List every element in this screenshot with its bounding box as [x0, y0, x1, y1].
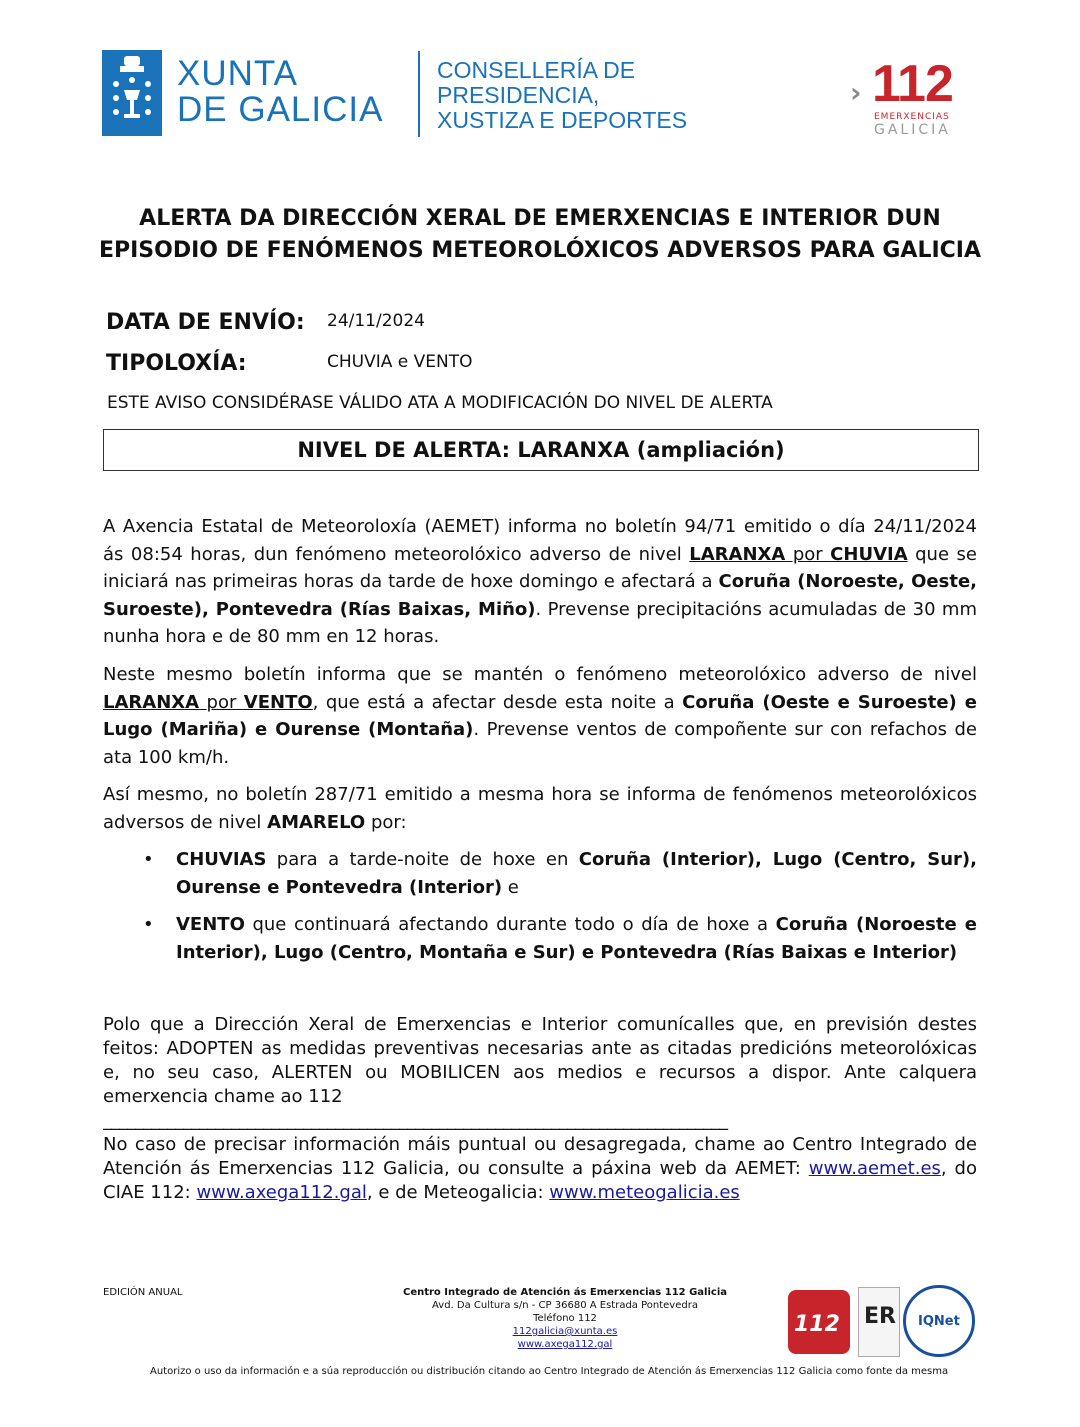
p2-por: por — [199, 691, 244, 713]
separator-rule: ______________________________________________________________________________ — [103, 1110, 727, 1131]
p1-por: por — [785, 543, 831, 565]
conselleria-line1: CONSELLERÍA DE — [437, 57, 636, 83]
footer-email-link[interactable]: 112galicia@xunta.es — [512, 1326, 618, 1337]
b2-phenomenon: VENTO — [176, 914, 245, 935]
b2-text: que continuará afectando durante todo o día de hoxe a — [244, 914, 776, 935]
title-line1: ALERTA DA DIRECCIÓN XERAL DE EMERXENCIAS E INTERIOR DUN — [139, 206, 941, 231]
xunta-wordmark — [177, 56, 383, 128]
contact-c: , e de Meteogalicia: — [366, 1182, 550, 1203]
aemet-link[interactable]: www.aemet.es — [808, 1158, 941, 1179]
xunta-line1: XUNTA — [177, 54, 299, 93]
footer-phone: Teléfono 112 — [533, 1313, 597, 1324]
p2-phenomenon: VENTO — [243, 691, 313, 713]
footer-web-link[interactable]: www.axega112.gal — [517, 1339, 613, 1350]
date-label: DATA DE ENVÍO: — [106, 310, 305, 335]
p1-g: . Prevense precipitacións acumuladas de 30 mm nunha hora e de 80 mm en 12 horas. — [103, 598, 977, 647]
bullet-icon: • — [143, 914, 154, 935]
title-line2: EPISODIO DE FENÓMENOS METEOROLÓXICOS ADVERSOS PARA GALICIA — [98, 238, 982, 263]
p1-a: A Axencia Estatal de Meteoroloxía (AEMET) informa no boletín 94/71 emitido o día 24/11/2024 ás 08:54 horas, dun fenómeno meteorolóxico adverso de nivel — [103, 516, 977, 565]
paragraph-1 — [103, 513, 977, 651]
p1-level: LARANXA — [689, 543, 786, 565]
p2-g: . Prevense ventos de compoñente sur con refachos de ata 100 km/h. — [103, 719, 977, 768]
emergencias-112-logo — [850, 55, 970, 140]
logo-divider — [418, 51, 420, 137]
badge-er-text: ER — [864, 1304, 896, 1329]
contact-info — [103, 1133, 977, 1205]
footer-address-block — [400, 1286, 730, 1351]
xunta-crest-logo — [102, 50, 162, 136]
b1-phenomenon: CHUVIAS — [176, 849, 267, 870]
list-item — [103, 846, 977, 901]
validity-notice: ESTE AVISO CONSIDÉRASE VÁLIDO ATA A MODIFICACIÓN DO NIVEL DE ALERTA — [107, 393, 773, 413]
p1-areas: Coruña (Noroeste, Oeste, Suroeste), Pontevedra (Rías Baixas, Miño) — [103, 571, 977, 620]
paragraph-3 — [103, 781, 977, 836]
b1-text: para a tarde-noite de hoxe en — [266, 849, 579, 870]
b2-areas: Coruña (Noroeste e Interior), Lugo (Centro, Montaña e Sur) e Pontevedra (Rías Baixas e Interior) — [176, 914, 977, 963]
b1-tail: e — [502, 876, 519, 898]
axega-link[interactable]: www.axega112.gal — [196, 1182, 367, 1203]
contact-a: No caso de precisar información máis puntual ou desagregada, chame ao Centro Integrado de Atención ás Emerxencias 112 Galicia, ou consulte a páxina web da AEMET: — [103, 1134, 977, 1179]
footer-edition: EDICIÓN ANUAL — [103, 1287, 183, 1298]
footer-authorization: Autorizo o uso da información e a súa reproducción ou distribución citando ao Centro Integrado de Atención ás Emerxencias 112 Galicia como fonte da mesma — [150, 1366, 949, 1377]
quality-112-badge — [788, 1290, 850, 1354]
p2-e: , que está a afectar desde esta noite a — [312, 691, 683, 713]
chevron-right-icon: › — [850, 76, 862, 109]
conselleria-name — [437, 58, 687, 133]
closing-instructions: Polo que a Dirección Xeral de Emerxencias e Interior comunícalles que, en previsión destes feitos: ADOPTEN as medidas preventivas necesarias ante as citadas predicións meteorolóxicas e, no seu caso, ALERTEN ou MOBILICEN aos medios e recursos a dispor. Ante calquera emerxencia chame ao 112 — [103, 1014, 977, 1107]
p3-c: por: — [365, 811, 407, 833]
page-title — [95, 203, 985, 267]
emerg-number: 112 — [872, 55, 953, 113]
conselleria-line2: PRESIDENCIA, — [437, 82, 600, 108]
p2-level: LARANXA — [103, 691, 200, 713]
warning-list — [103, 846, 977, 976]
alert-level-text: NIVEL DE ALERTA: LARANXA (ampliación) — [297, 438, 785, 462]
contact-b: , do CIAE 112: — [103, 1158, 977, 1203]
p3-level: AMARELO — [267, 811, 366, 833]
p1-phenomenon: CHUVIA — [830, 543, 908, 565]
meteogalicia-link[interactable]: www.meteogalicia.es — [549, 1182, 740, 1203]
iqnet-certified-badge — [903, 1285, 975, 1357]
type-value: CHUVIA e VENTO — [327, 352, 473, 372]
alert-level-box — [103, 429, 979, 471]
p2-areas: Coruña (Oeste e Suroeste) e Lugo (Mariña) e Ourense (Montaña) — [103, 691, 977, 740]
p3-a: Así mesmo, no boletín 287/71 emitido a mesma hora se informa de fenómenos meteorolóxicos adversos de nivel — [103, 784, 977, 833]
type-label: TIPOLOXÍA: — [106, 351, 247, 376]
list-item — [103, 911, 977, 966]
paragraph-2 — [103, 661, 977, 771]
bullet-icon: • — [143, 849, 154, 870]
aenor-er-badge — [858, 1287, 900, 1357]
emerg-line2: GALICIA — [874, 122, 951, 138]
date-value: 24/11/2024 — [327, 311, 425, 331]
badge-112-number: 112 — [794, 1312, 840, 1337]
p1-e: que se iniciará nas primeiras horas da tarde de hoxe domingo e afectará a — [103, 543, 977, 592]
footer-org: Centro Integrado de Atención ás Emerxencias 112 Galicia — [402, 1287, 728, 1298]
emerg-line1: EMERXENCIAS — [874, 112, 950, 122]
conselleria-line3: XUSTIZA E DEPORTES — [437, 107, 688, 133]
badge-iqnet-text: IQNet — [918, 1314, 960, 1329]
footer-address: Avd. Da Cultura s/n - CP 36680 A Estrada Pontevedra — [432, 1300, 698, 1311]
p2-a: Neste mesmo boletín informa que se mantén o fenómeno meteorolóxico adverso de nivel — [103, 664, 977, 685]
b1-areas: Coruña (Interior), Lugo (Centro, Sur), Ourense e Pontevedra (Interior) — [176, 849, 977, 898]
xunta-line2: DE GALICIA — [177, 90, 384, 129]
